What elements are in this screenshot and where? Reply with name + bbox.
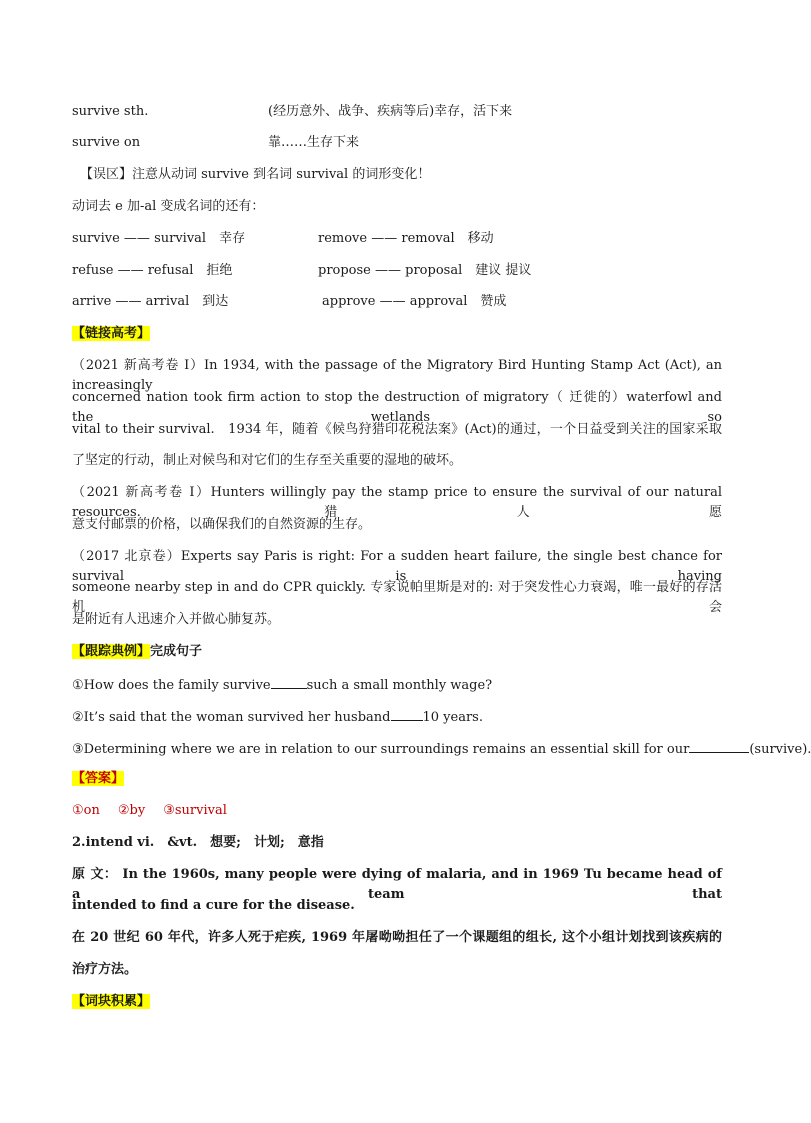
word-pair-left: survive —— survival 幸存 (72, 231, 246, 246)
phrase-survive-sth: survive sth. (72, 104, 149, 119)
phrase-survive-on: survive on (72, 135, 141, 150)
practice-item-after: (survive). (749, 742, 811, 757)
gaokao-line: vital to their survival. 1934 年，随着《候鸟狩猎印花税法案》(Act)的通过，一个日益受到关注的国家采取 (72, 422, 722, 437)
gaokao-line: 是附近有人迅速介入并做心肺复苏。 (72, 612, 281, 627)
gaokao-line: （2021 新高考卷 I）In 1934, with the passage of the Migratory Bird Hunting Stamp Act (Act), an increasingly (72, 358, 722, 393)
word-pair-left: arrive —— arrival 到达 (72, 294, 229, 309)
meaning-survive-sth: (经历意外、战争、疾病等后)幸存，活下来 (268, 104, 513, 119)
gaokao-line: （2017 北京卷）Experts say Paris is right: For a sudden heart failure, the single best chance for survival is having (72, 549, 722, 584)
practice-item-after: such a small monthly wage? (306, 678, 493, 693)
answer-blank[interactable] (271, 674, 307, 689)
practice-item (72, 674, 492, 696)
chunk-label: 【词块积累】 (72, 994, 151, 1009)
gaokao-line: someone nearby step in and do CPR quickly. 专家说帕里斯是对的: 对于突发性心力衰竭，唯一最好的存活机会 (72, 580, 722, 615)
gaokao-line: 意支付邮票的价格，以确保我们的自然资源的生存。 (72, 517, 372, 532)
gaokao-line: concerned nation took firm action to stop the destruction of migratory（ 迁徙的）waterfowl and the wetlands so (72, 390, 722, 425)
answer: ③survival (163, 803, 227, 818)
word-pair-left: refuse —— refusal 拒绝 (72, 263, 233, 278)
e-al-intro: 动词去 e 加-al 变成名词的还有： (72, 199, 265, 214)
practice-label: 【跟踪典例】 (72, 644, 151, 659)
translation-line: 在 20 世纪 60 年代，许多人死于疟疾, 1969 年屠呦呦担任了一个课题组的组长, 这个小组计划找到该疾病的 (72, 930, 722, 945)
answers-row (72, 801, 227, 821)
gaokao-line: 了坚定的行动，制止对候鸟和对它们的生存至关重要的湿地的破坏。 (72, 453, 463, 468)
answer-blank[interactable] (391, 706, 423, 721)
practice-item (72, 706, 483, 728)
original-line: intended to find a cure for the disease. (72, 898, 355, 913)
word-pair-right: propose —— proposal 建议 提议 (318, 263, 532, 278)
answer-blank[interactable] (689, 738, 749, 753)
gaokao-label: 【链接高考】 (72, 326, 151, 341)
intend-heading: 2.intend vi. &vt. 想要; 计划; 意指 (72, 835, 324, 850)
word-pair-right: remove —— removal 移动 (318, 231, 494, 246)
practice-item-after: 10 years. (422, 710, 483, 725)
original-line: 原 文： In the 1960s, many people were dying of malaria, and in 1969 Tu became head of a team that (72, 867, 722, 902)
answer: ①on (72, 803, 100, 818)
practice-item (72, 738, 811, 760)
gaokao-line: （2021 新高考卷 I）Hunters willingly pay the stamp price to ensure the survival of our natural resources. 猎人愿 (72, 485, 722, 520)
translation-line: 治疗方法。 (72, 962, 138, 977)
practice-item-before: ②It’s said that the woman survived her husband (72, 710, 391, 725)
answer: ②by (117, 803, 146, 818)
practice-item-before: ①How does the family survive (72, 678, 271, 693)
practice-item-before: ③Determining where we are in relation to our surroundings remains an essential skill for our (72, 742, 690, 757)
mistake-note: 【误区】注意从动词 survive 到名词 survival 的词形变化！ (80, 167, 431, 182)
answer-label: 【答案】 (72, 771, 125, 786)
practice-title: 完成句子 (150, 644, 203, 659)
meaning-survive-on: 靠……生存下来 (268, 135, 360, 150)
word-pair-right: approve —— approval 赞成 (322, 294, 507, 309)
